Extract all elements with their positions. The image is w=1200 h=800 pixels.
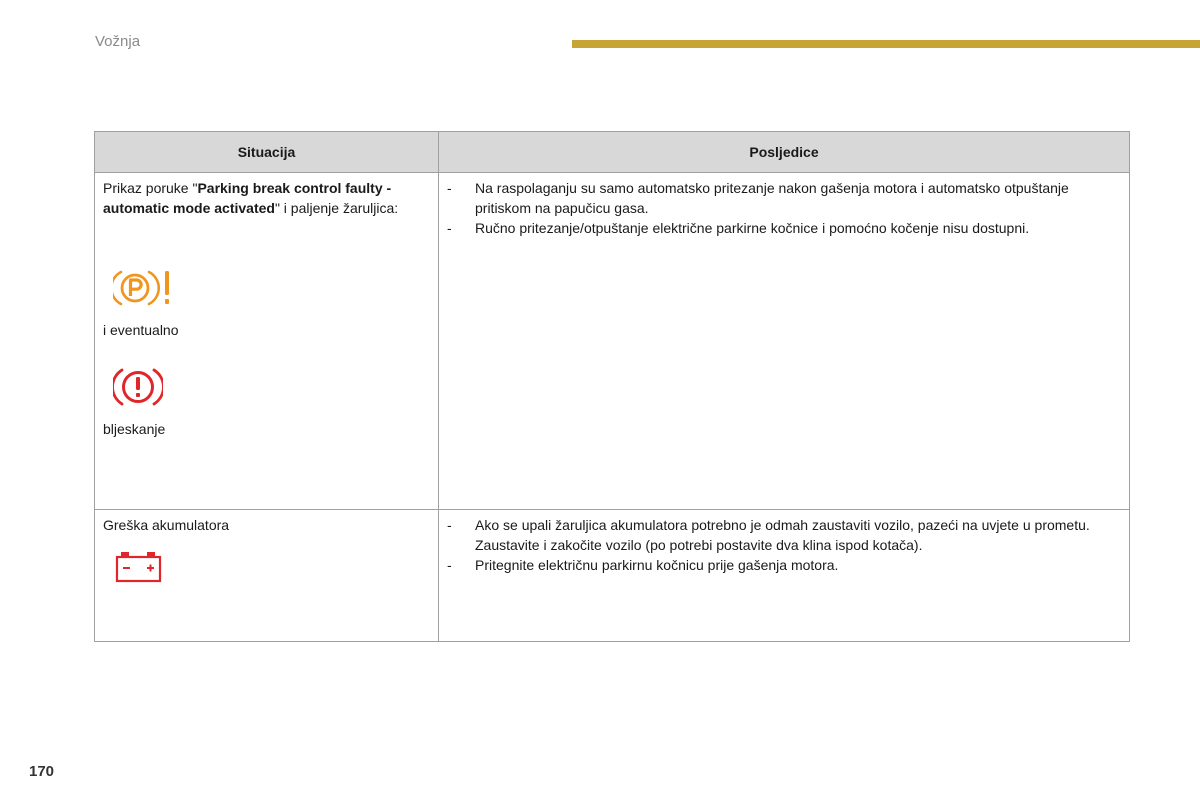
situation-intro-before: Prikaz poruke " xyxy=(103,180,198,196)
header-accent-bar xyxy=(572,40,1200,48)
list-item: - Ako se upali žaruljica akumulatora potrebno je odmah zaustaviti vozilo, pazeći na uvjete u prometu. Zaustavite i zakočite vozilo (po potrebi postavite dva klina ispod kotača). xyxy=(447,515,1121,555)
list-item: - Na raspolaganju su samo automatsko pritezanje nakon gašenja motora i automatsko otpuštanje pritiskom na papučicu gasa. xyxy=(447,178,1121,218)
battery-warning-icon xyxy=(115,551,165,583)
table-row xyxy=(95,510,1130,642)
brake-system-warning-icon xyxy=(113,367,163,407)
column-header-situation: Situacija xyxy=(95,132,439,173)
consequences-cell xyxy=(439,510,1130,642)
consequences-list xyxy=(447,515,1121,575)
warning-table xyxy=(94,131,1130,642)
warning-message-text: Parking break control faulty - automatic mode activated xyxy=(103,180,392,216)
situation-cell xyxy=(95,173,439,510)
situation-description: Greška akumulatora xyxy=(103,517,230,533)
situation-cell xyxy=(95,510,439,642)
connector-text: i eventualno xyxy=(103,322,179,338)
column-header-consequences: Posljedice xyxy=(439,132,1130,173)
situation-intro-after: " i paljenje žaruljica: xyxy=(274,200,399,216)
parking-brake-warning-icon xyxy=(113,270,173,306)
section-title: Vožnja xyxy=(95,33,141,50)
situation-description xyxy=(103,178,430,218)
table-row xyxy=(95,173,1130,510)
table-header-row xyxy=(95,132,1130,173)
flashing-note: bljeskanje xyxy=(103,421,166,437)
consequences-cell xyxy=(439,173,1130,510)
list-item: - Ručno pritezanje/otpuštanje električne parkirne kočnice i pomoćno kočenje nisu dostupni. xyxy=(447,218,1121,238)
list-item: - Pritegnite električnu parkirnu kočnicu prije gašenja motora. xyxy=(447,555,1121,575)
consequences-list xyxy=(447,178,1121,238)
page-number: 170 xyxy=(29,763,55,780)
